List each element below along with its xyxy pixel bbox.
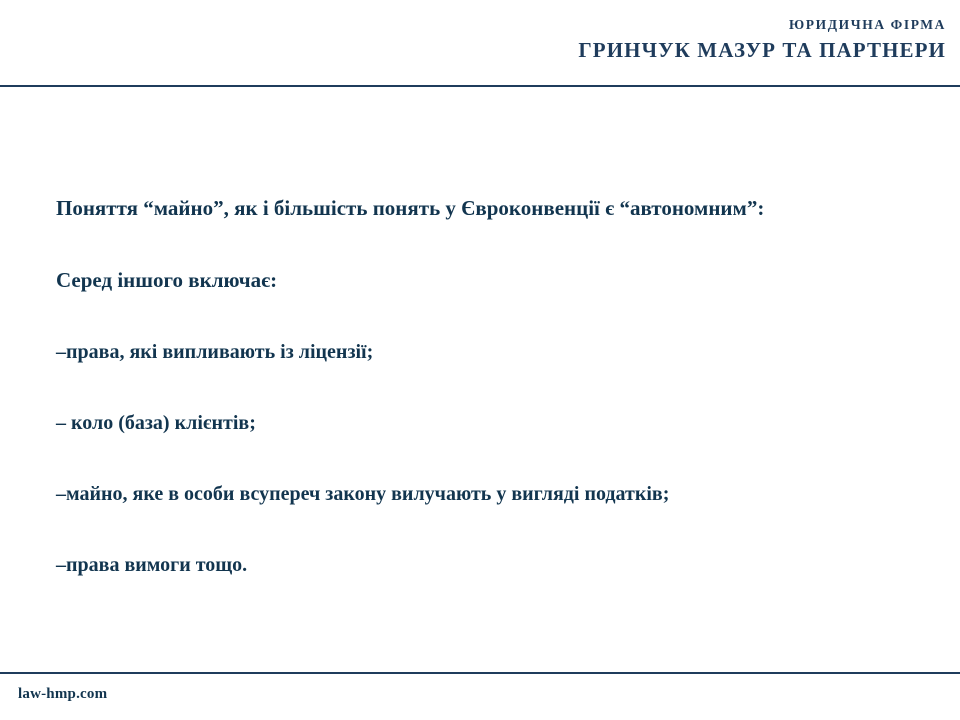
body-line-2: Серед іншого включає: — [56, 268, 278, 293]
slide-header — [0, 0, 960, 86]
body-line-5: –майно, яке в особи всупереч закону вилучають у вигляді податків; — [56, 483, 670, 506]
firm-kicker: ЮРИДИЧНА ФІРМА — [789, 17, 946, 32]
body-line-1: Поняття “майно”, як і більшість понять у Євроконвенції є “автономним”: — [56, 196, 765, 220]
body-line-4: – коло (база) клієнтів; — [56, 412, 256, 435]
slide-body — [56, 196, 926, 577]
firm-branding — [578, 18, 946, 63]
footer-divider — [0, 672, 960, 674]
footer-website: law-hmp.com — [18, 686, 108, 702]
header-divider — [0, 85, 960, 87]
body-line-3: –права, які випливають із ліцензії; — [56, 341, 374, 364]
firm-name: ГРИНЧУК МАЗУР ТА ПАРТНЕРИ — [578, 37, 946, 62]
body-line-6: –права вимоги тощо. — [56, 554, 248, 577]
